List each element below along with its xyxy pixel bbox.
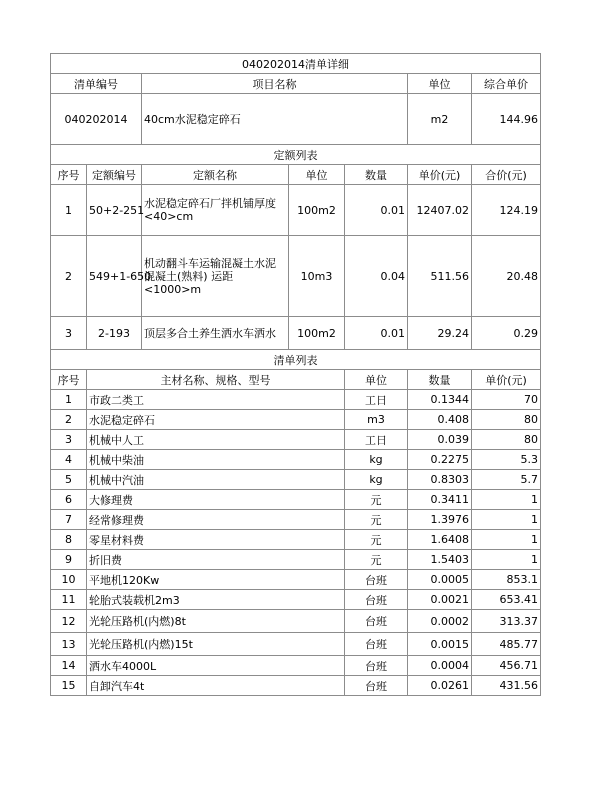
quota-no: 2 bbox=[51, 236, 87, 317]
material-unit: 台班 bbox=[345, 610, 408, 633]
quota-section-title: 定额列表 bbox=[51, 145, 541, 165]
code-header: 清单编号 bbox=[51, 74, 142, 94]
quota-col-unit: 单位 bbox=[289, 165, 345, 185]
material-qty: 1.6408 bbox=[408, 530, 472, 550]
material-unit: 元 bbox=[345, 530, 408, 550]
material-unit: 工日 bbox=[345, 430, 408, 450]
material-name: 水泥稳定碎石 bbox=[87, 410, 345, 430]
material-row bbox=[51, 510, 541, 530]
quota-qty: 0.01 bbox=[345, 317, 408, 350]
material-unit: 台班 bbox=[345, 676, 408, 696]
material-no: 4 bbox=[51, 450, 87, 470]
material-qty: 0.0005 bbox=[408, 570, 472, 590]
item-name: 40cm水泥稳定碎石 bbox=[142, 94, 408, 145]
quota-name: 水泥稳定碎石厂拌机铺厚度<40>cm bbox=[142, 185, 289, 236]
material-name: 光轮压路机(内燃)15t bbox=[87, 633, 345, 656]
material-price: 5.7 bbox=[472, 470, 541, 490]
material-row bbox=[51, 490, 541, 510]
bill-detail-table bbox=[50, 53, 541, 696]
material-col-name: 主材名称、规格、型号 bbox=[87, 370, 345, 390]
material-col-unit: 单位 bbox=[345, 370, 408, 390]
item-unit: m2 bbox=[408, 94, 472, 145]
material-price: 485.77 bbox=[472, 633, 541, 656]
material-row bbox=[51, 430, 541, 450]
material-no: 3 bbox=[51, 430, 87, 450]
material-row bbox=[51, 530, 541, 550]
material-unit: 元 bbox=[345, 550, 408, 570]
material-no: 12 bbox=[51, 610, 87, 633]
bill-header-row bbox=[51, 74, 541, 94]
material-unit: 台班 bbox=[345, 656, 408, 676]
material-qty: 1.3976 bbox=[408, 510, 472, 530]
material-price: 1 bbox=[472, 530, 541, 550]
material-qty: 0.039 bbox=[408, 430, 472, 450]
quota-price: 29.24 bbox=[408, 317, 472, 350]
quota-col-name: 定额名称 bbox=[142, 165, 289, 185]
material-name: 机械中汽油 bbox=[87, 470, 345, 490]
quota-name: 机动翻斗车运输混凝土水泥混凝土(熟料) 运距<1000>m bbox=[142, 236, 289, 317]
quota-total: 20.48 bbox=[472, 236, 541, 317]
material-name: 自卸汽车4t bbox=[87, 676, 345, 696]
material-row bbox=[51, 656, 541, 676]
title-row bbox=[51, 54, 541, 74]
price-header: 综合单价 bbox=[472, 74, 541, 94]
quota-code: 2-193 bbox=[87, 317, 142, 350]
material-price: 853.1 bbox=[472, 570, 541, 590]
material-price: 80 bbox=[472, 430, 541, 450]
material-name: 平地机120Kw bbox=[87, 570, 345, 590]
quota-col-total: 合价(元) bbox=[472, 165, 541, 185]
material-qty: 0.0261 bbox=[408, 676, 472, 696]
quota-no: 3 bbox=[51, 317, 87, 350]
table-title: 040202014清单详细 bbox=[51, 54, 541, 74]
material-qty: 0.0015 bbox=[408, 633, 472, 656]
material-no: 1 bbox=[51, 390, 87, 410]
material-name: 机械中柴油 bbox=[87, 450, 345, 470]
quota-col-price: 单价(元) bbox=[408, 165, 472, 185]
material-no: 2 bbox=[51, 410, 87, 430]
material-unit: kg bbox=[345, 470, 408, 490]
quota-row bbox=[51, 236, 541, 317]
material-unit: 台班 bbox=[345, 633, 408, 656]
material-row bbox=[51, 410, 541, 430]
material-row bbox=[51, 570, 541, 590]
material-price: 5.3 bbox=[472, 450, 541, 470]
material-col-price: 单价(元) bbox=[472, 370, 541, 390]
material-price: 431.56 bbox=[472, 676, 541, 696]
material-row bbox=[51, 633, 541, 656]
material-price: 313.37 bbox=[472, 610, 541, 633]
material-price: 456.71 bbox=[472, 656, 541, 676]
material-no: 5 bbox=[51, 470, 87, 490]
material-row bbox=[51, 450, 541, 470]
quota-total: 124.19 bbox=[472, 185, 541, 236]
quota-col-qty: 数量 bbox=[345, 165, 408, 185]
material-row bbox=[51, 390, 541, 410]
material-name: 轮胎式装载机2m3 bbox=[87, 590, 345, 610]
material-row bbox=[51, 550, 541, 570]
material-header-row bbox=[51, 370, 541, 390]
unit-header: 单位 bbox=[408, 74, 472, 94]
material-qty: 0.408 bbox=[408, 410, 472, 430]
material-section-title: 清单列表 bbox=[51, 350, 541, 370]
material-qty: 0.0021 bbox=[408, 590, 472, 610]
material-name: 市政二类工 bbox=[87, 390, 345, 410]
quota-row bbox=[51, 317, 541, 350]
material-no: 6 bbox=[51, 490, 87, 510]
material-qty: 0.0004 bbox=[408, 656, 472, 676]
material-unit: m3 bbox=[345, 410, 408, 430]
material-no: 15 bbox=[51, 676, 87, 696]
material-qty: 0.8303 bbox=[408, 470, 472, 490]
material-price: 1 bbox=[472, 510, 541, 530]
material-row bbox=[51, 610, 541, 633]
quota-price: 12407.02 bbox=[408, 185, 472, 236]
material-col-qty: 数量 bbox=[408, 370, 472, 390]
quota-no: 1 bbox=[51, 185, 87, 236]
material-row bbox=[51, 676, 541, 696]
material-unit: 元 bbox=[345, 490, 408, 510]
quota-unit: 100m2 bbox=[289, 317, 345, 350]
name-header: 项目名称 bbox=[142, 74, 408, 94]
item-price: 144.96 bbox=[472, 94, 541, 145]
quota-col-no: 序号 bbox=[51, 165, 87, 185]
material-name: 零星材料费 bbox=[87, 530, 345, 550]
material-price: 70 bbox=[472, 390, 541, 410]
material-no: 14 bbox=[51, 656, 87, 676]
quota-code: 50+2-251 bbox=[87, 185, 142, 236]
material-unit: 元 bbox=[345, 510, 408, 530]
quota-unit: 10m3 bbox=[289, 236, 345, 317]
material-no: 8 bbox=[51, 530, 87, 550]
material-unit: kg bbox=[345, 450, 408, 470]
material-name: 光轮压路机(内燃)8t bbox=[87, 610, 345, 633]
material-qty: 0.3411 bbox=[408, 490, 472, 510]
material-qty: 0.0002 bbox=[408, 610, 472, 633]
material-section-title-row bbox=[51, 350, 541, 370]
quota-section-title-row bbox=[51, 145, 541, 165]
material-price: 653.41 bbox=[472, 590, 541, 610]
item-code: 040202014 bbox=[51, 94, 142, 145]
material-qty: 1.5403 bbox=[408, 550, 472, 570]
material-col-no: 序号 bbox=[51, 370, 87, 390]
material-name: 大修理费 bbox=[87, 490, 345, 510]
quota-price: 511.56 bbox=[408, 236, 472, 317]
bill-item-row bbox=[51, 94, 541, 145]
quota-qty: 0.01 bbox=[345, 185, 408, 236]
material-name: 机械中人工 bbox=[87, 430, 345, 450]
material-no: 10 bbox=[51, 570, 87, 590]
quota-header-row bbox=[51, 165, 541, 185]
material-no: 9 bbox=[51, 550, 87, 570]
material-qty: 0.2275 bbox=[408, 450, 472, 470]
material-unit: 台班 bbox=[345, 570, 408, 590]
quota-unit: 100m2 bbox=[289, 185, 345, 236]
quota-name: 顶层多合土养生洒水车洒水 bbox=[142, 317, 289, 350]
material-no: 7 bbox=[51, 510, 87, 530]
material-name: 折旧费 bbox=[87, 550, 345, 570]
material-price: 1 bbox=[472, 490, 541, 510]
quota-qty: 0.04 bbox=[345, 236, 408, 317]
quota-total: 0.29 bbox=[472, 317, 541, 350]
material-price: 1 bbox=[472, 550, 541, 570]
material-no: 11 bbox=[51, 590, 87, 610]
quota-col-code: 定额编号 bbox=[87, 165, 142, 185]
material-name: 经常修理费 bbox=[87, 510, 345, 530]
quota-row bbox=[51, 185, 541, 236]
quota-code: 549+1-650 bbox=[87, 236, 142, 317]
material-row bbox=[51, 470, 541, 490]
material-no: 13 bbox=[51, 633, 87, 656]
material-name: 洒水车4000L bbox=[87, 656, 345, 676]
material-row bbox=[51, 590, 541, 610]
material-unit: 台班 bbox=[345, 590, 408, 610]
material-unit: 工日 bbox=[345, 390, 408, 410]
material-price: 80 bbox=[472, 410, 541, 430]
material-qty: 0.1344 bbox=[408, 390, 472, 410]
